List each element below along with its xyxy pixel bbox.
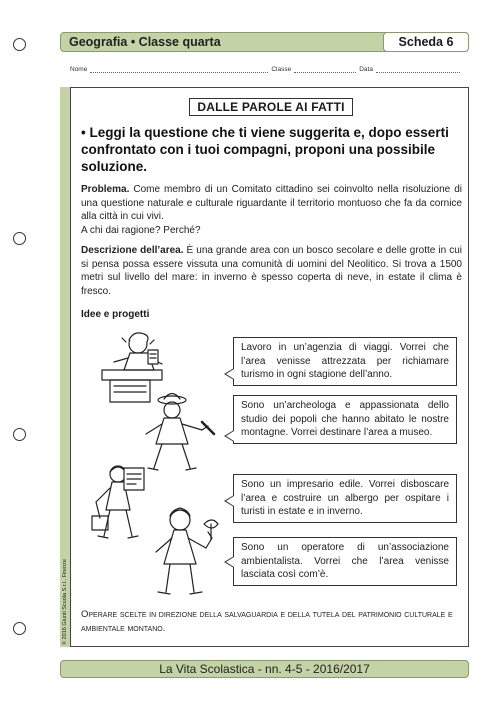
student-info-line [70, 66, 470, 73]
ideas-heading: Idee e progetti [81, 309, 150, 320]
problem-label: Problema. [81, 184, 130, 195]
bubble-text: Sono un operatore di un’associazione ambientalista. Vorrei che l’area venisse lasciata così com’è. [241, 542, 449, 580]
header-bar [60, 32, 469, 52]
page-title: DALLE PAROLE AI FATTI [189, 98, 353, 116]
binder-hole [13, 428, 26, 441]
name-field[interactable] [90, 67, 268, 73]
bubble-text: Sono un’archeologa e appassionata dello studio dei popoli che hanno abitato le nostre montagne. Vorrei destinare l’area a museo. [241, 400, 449, 438]
area-paragraph [81, 244, 462, 298]
bubble-text: Lavoro in un’agenzia di viaggi. Vorrei che l’area venisse attrezzata per richiamare turismo in ogni stagione dell’anno. [241, 342, 449, 380]
speech-bubble-environmentalist [233, 537, 457, 586]
footer-bar: La Vita Scolastica - nn. 4-5 - 2016/2017 [60, 660, 469, 678]
problem-question: A chi dai ragione? Perché? [81, 224, 201, 236]
characters-illustration [84, 326, 228, 602]
environmentalist-figure [156, 508, 218, 594]
speech-bubble-travel-agent [233, 337, 457, 386]
date-label: Data [359, 66, 373, 73]
binder-hole [13, 38, 26, 51]
class-field[interactable] [294, 67, 356, 73]
date-field[interactable] [376, 67, 460, 73]
speech-bubble-archaeologist [233, 395, 457, 444]
subject-label: Geografia • Classe quarta [69, 35, 221, 49]
speech-bubble-builder [233, 474, 457, 523]
binder-hole [13, 622, 26, 635]
area-text: È una grande area con un bosco secolare e delle grotte in cui si pensa possa essere vissuta una comunità di uomini del Neolitico. Si trova a 1500 metri sul livello del mare: in inverno è spesso coperta di neve, in estate il clima è fresco. [81, 245, 462, 297]
builder-figure [92, 466, 144, 538]
bubble-text: Sono un impresario edile. Vorrei disboscare l’area e costruire un albergo per ospitare i turisti in estate e in inverno. [241, 479, 449, 517]
binder-hole [13, 232, 26, 245]
instruction-text: • Leggi la questione che ti viene suggerita e, dopo esserti confrontato con i tuoi compagni, proponi una possibile soluzione. [81, 125, 449, 174]
conclusion-text: Operare scelte in direzione della salvaguardia e della tutela del patrimonio culturale e ambientale montano. [81, 609, 453, 634]
travel-agent-figure [102, 333, 162, 402]
sheet-tab: Scheda 6 [383, 32, 469, 52]
area-label: Descrizione dell’area. [81, 245, 184, 256]
name-label: Nome [70, 66, 88, 73]
problem-text: Come membro di un Comitato cittadino sei coinvolto nella risoluzione di una questione naturale e culturale riguardante il territorio montuoso che fa da cornice alla città in cui vivi. [81, 184, 462, 222]
archaeologist-figure [146, 394, 214, 471]
problem-paragraph [81, 183, 462, 237]
copyright-note: © 2016 Giunti Scuola S.r.l., Firenze [62, 559, 68, 645]
class-label: Classe [271, 66, 292, 73]
